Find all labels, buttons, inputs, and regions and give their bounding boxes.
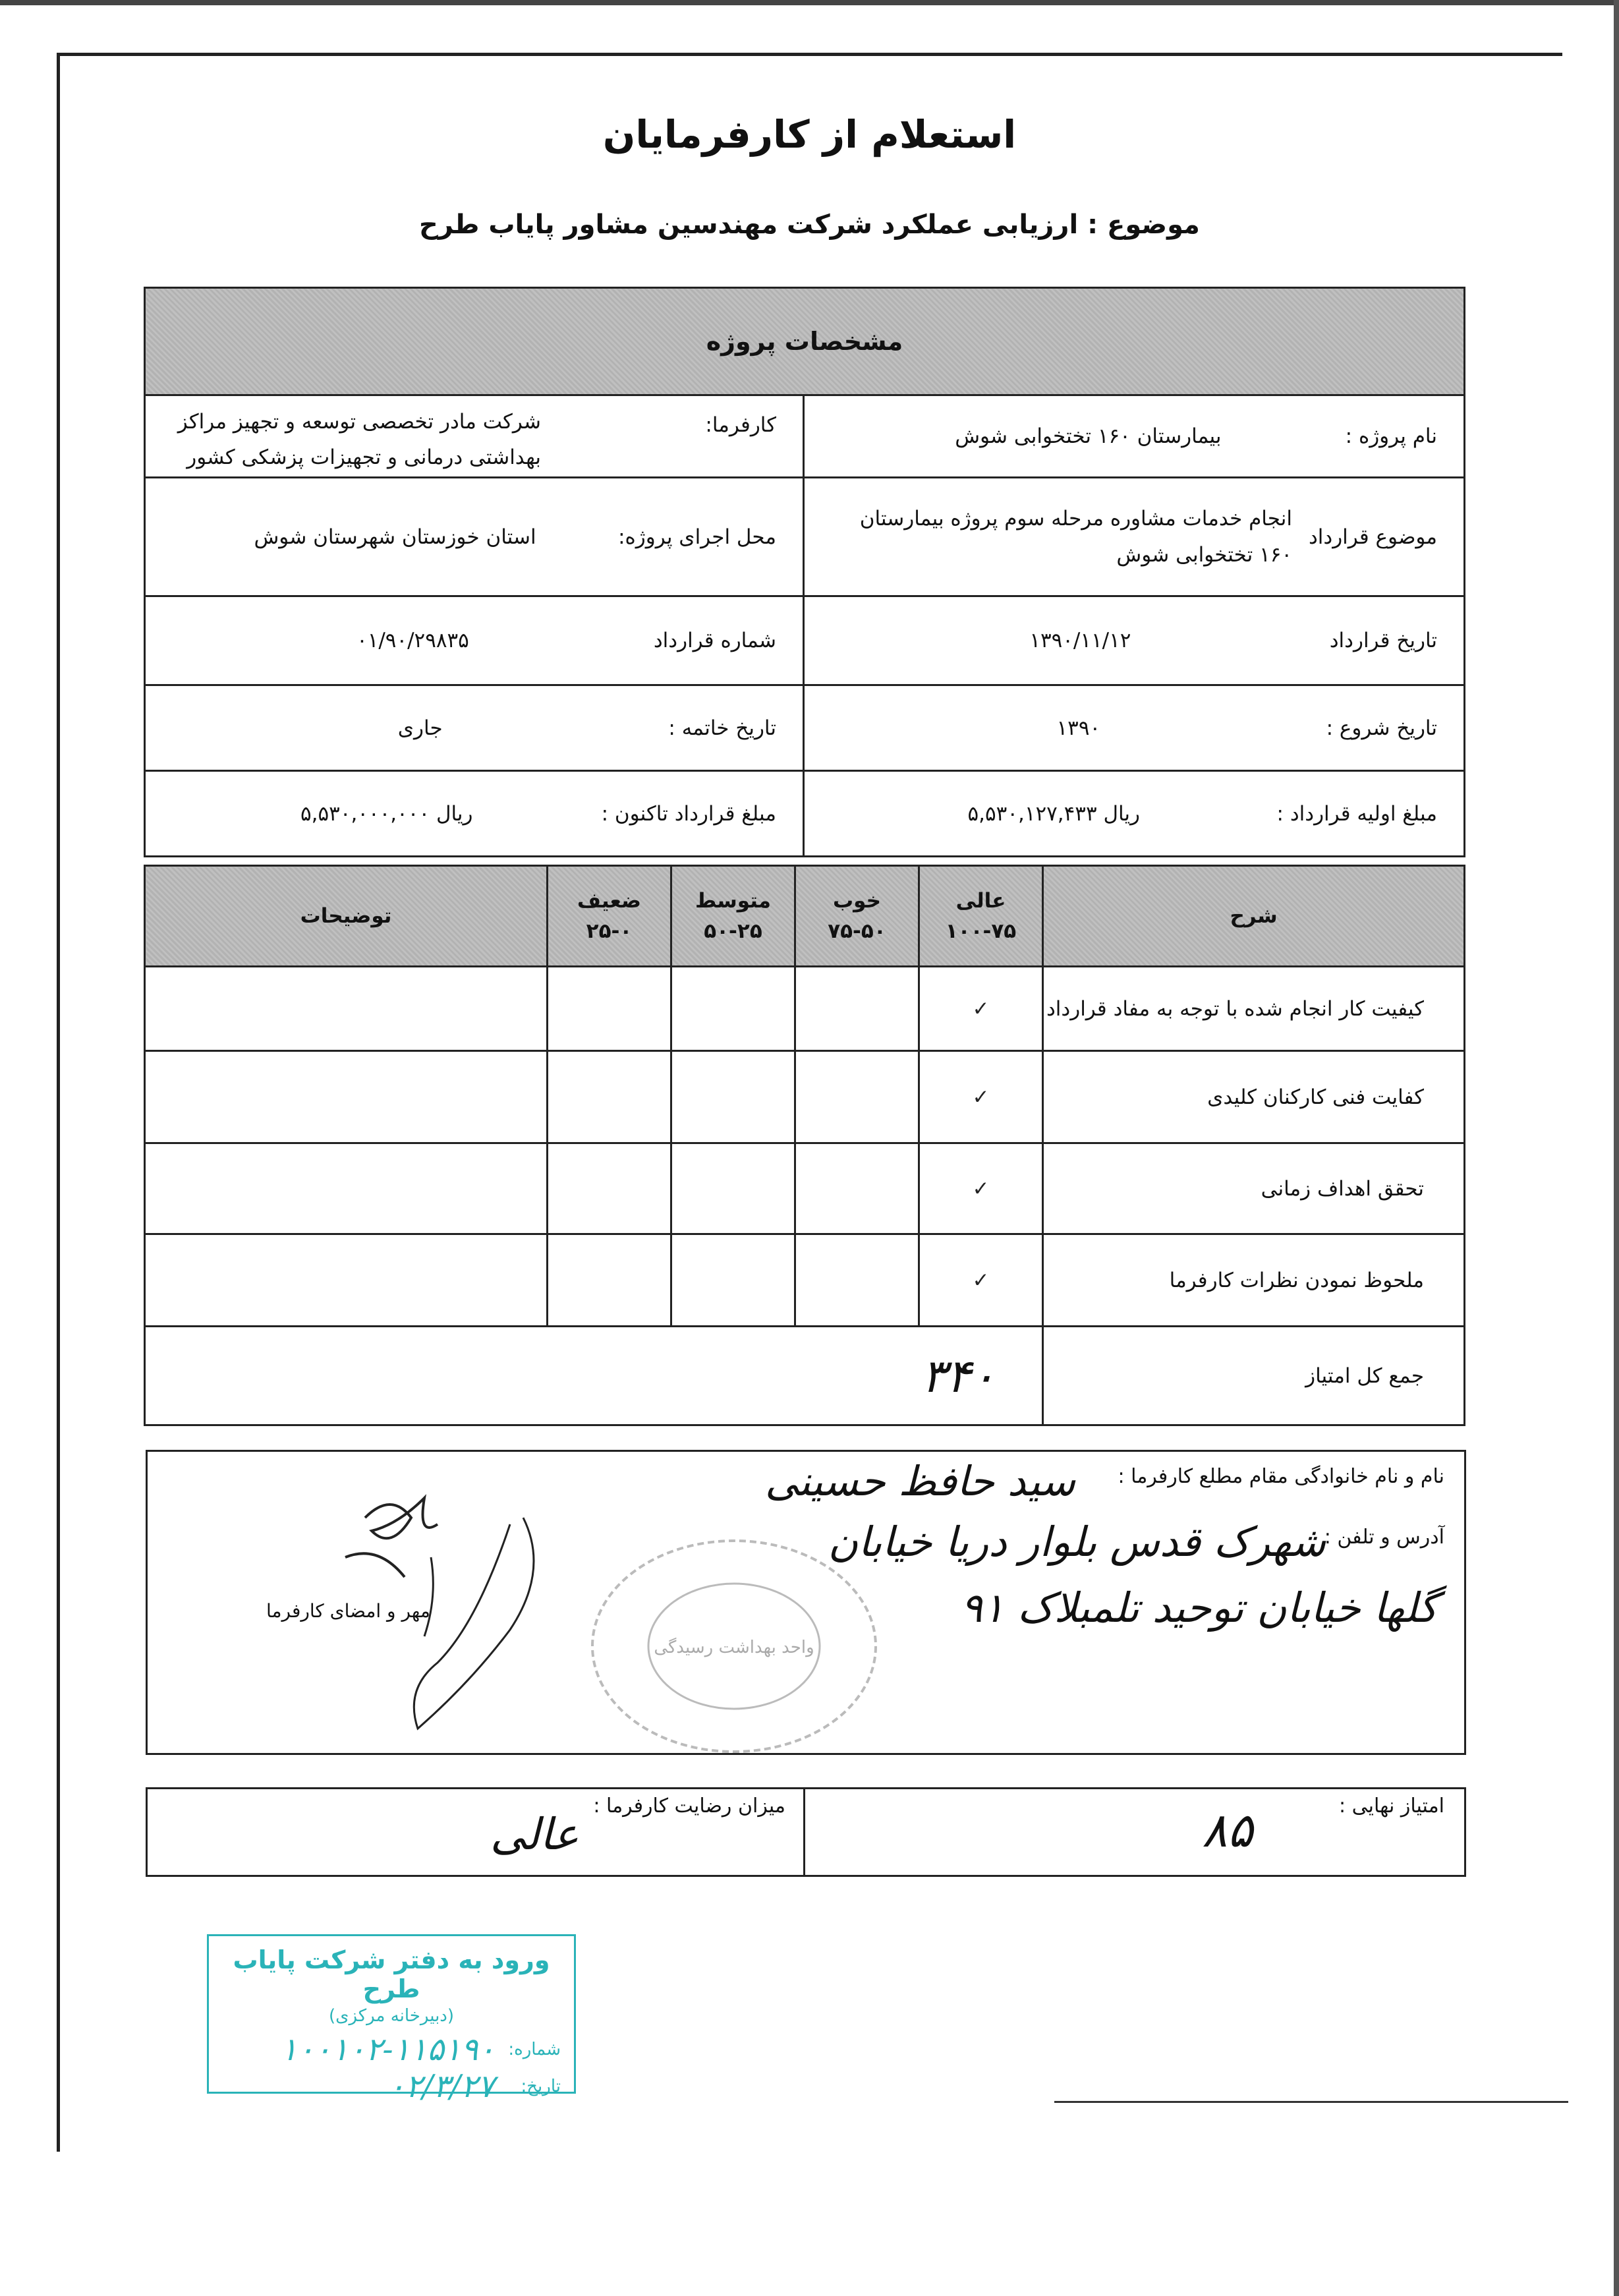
signature-box	[146, 1450, 1466, 1755]
stamp-subtitle: (دبیرخانه مرکزی)	[328, 2006, 455, 2026]
criterion-cell: کیفیت کار انجام شده با توجه به مفاد قرارداد	[1043, 967, 1465, 1051]
subject-line	[0, 210, 1619, 240]
stamp-number-value: ۱۰۰۱۰۲-۱۱۵۱۹۰	[280, 2031, 496, 2068]
empty-cell	[671, 1234, 795, 1327]
project-name-value: بیمارستان ۱۶۰ تختخوابی شوش	[955, 424, 1222, 448]
header-average	[671, 866, 795, 967]
page-title: استعلام از کارفرمایان	[602, 112, 1017, 157]
employer-label: کارفرما:	[705, 413, 777, 437]
header-description: شرح	[1043, 866, 1465, 967]
empty-cell	[548, 1143, 671, 1234]
contract-number-cell	[145, 596, 804, 685]
contract-date-value: ۱۳۹۰/۱۱/۱۲	[1029, 629, 1131, 652]
address-line2: گلها خیابان توحید تلمبلاک ۹۱	[960, 1584, 1438, 1632]
subject-label: موضوع :	[1087, 210, 1200, 240]
table-row	[145, 1234, 1465, 1327]
project-name-cell	[804, 395, 1465, 478]
empty-cell	[548, 967, 671, 1051]
notes-cell	[145, 1051, 548, 1143]
start-date-cell	[804, 685, 1465, 771]
end-date-cell	[145, 685, 804, 771]
project-name-label: نام پروژه :	[1345, 424, 1438, 448]
end-date-value: جاری	[397, 716, 443, 740]
final-box	[146, 1787, 1466, 1877]
check-mark-icon: ✓	[919, 1143, 1043, 1234]
project-specs-header: مشخصات پروژه	[145, 288, 1465, 395]
location-value: استان خوزستان شهرستان شوش	[254, 525, 536, 549]
current-amount-cell	[145, 771, 804, 857]
header-weak-range: ۲۵-۰	[586, 919, 633, 943]
contract-date-cell	[804, 596, 1465, 685]
empty-cell	[795, 967, 919, 1051]
stamp-number-label: شماره:	[508, 2040, 561, 2059]
official-name: سید حافظ حسینی	[764, 1457, 1075, 1505]
table-row	[145, 967, 1465, 1051]
bottom-rule	[1054, 2101, 1568, 2103]
header-excellent-label: عالی	[955, 888, 1006, 913]
header-weak-label: ضعیف	[577, 888, 642, 913]
start-date-label: تاریخ شروع :	[1326, 716, 1438, 740]
header-excellent	[919, 866, 1043, 967]
employer-cell	[145, 395, 804, 478]
current-amount-value: ریال ۵,۵۳۰,۰۰۰,۰۰۰	[300, 801, 473, 826]
header-average-label: متوسط	[695, 888, 771, 913]
initial-amount-label: مبلغ اولیه قرارداد :	[1276, 801, 1438, 826]
contract-date-label: تاریخ قرارداد	[1329, 629, 1438, 652]
table-row	[145, 1143, 1465, 1234]
empty-cell	[548, 1051, 671, 1143]
signature-scribble	[326, 1478, 563, 1742]
contract-subject-cell	[804, 478, 1465, 596]
total-label: جمع کل امتیاز	[1043, 1327, 1465, 1425]
subject-text: ارزیابی عملکرد شرکت مهندسین مشاور پایاب طرح	[419, 210, 1079, 240]
reception-stamp	[207, 1934, 576, 2105]
empty-cell	[671, 1143, 795, 1234]
stamp-title: ورود به دفتر شرکت پایاب طرح	[233, 1945, 550, 2003]
total-cell	[145, 1327, 1043, 1425]
total-value: ۳۴۰	[921, 1348, 996, 1403]
scan-edge-right	[1614, 0, 1619, 2296]
notes-cell	[145, 967, 548, 1051]
start-date-value: ۱۳۹۰	[1056, 716, 1101, 740]
contract-subject-value: انجام خدمات مشاوره مرحله سوم پروژه بیمارستان ۱۶۰ تختخوابی شوش	[859, 507, 1293, 567]
empty-cell	[671, 1051, 795, 1143]
check-mark-icon: ✓	[919, 1051, 1043, 1143]
empty-cell	[795, 1143, 919, 1234]
scan-edge-top	[0, 0, 1619, 5]
initial-amount-cell	[804, 771, 1465, 857]
satisfaction-value: عالی	[490, 1809, 579, 1860]
official-label: نام و نام خانوادگی مقام مطلع کارفرما :	[1118, 1465, 1444, 1488]
notes-cell	[145, 1143, 548, 1234]
contract-number-value: ۰۱/۹۰/۲۹۸۳۵	[356, 629, 469, 652]
contract-number-label: شماره قرارداد	[653, 629, 777, 652]
initial-amount-value: ریال ۵,۵۳۰,۱۲۷,۴۳۳	[967, 801, 1141, 826]
stamp-date-value: ۰۲/۳/۲۷	[388, 2068, 495, 2105]
header-weak	[548, 866, 671, 967]
total-row	[145, 1327, 1465, 1425]
criterion-cell: تحقق اهداف زمانی	[1043, 1143, 1465, 1234]
address-line1: شهرک قدس بلوار دریا خیابان	[828, 1518, 1326, 1566]
address-label: آدرس و تلفن :	[1324, 1526, 1444, 1549]
criterion-cell: ملحوظ نمودن نظرات کارفرما	[1043, 1234, 1465, 1327]
project-specs-table	[144, 287, 1465, 857]
header-average-range: ۵۰-۲۵	[704, 919, 762, 943]
score-value: ۸۵	[1202, 1802, 1253, 1858]
stamp-date-label: تاریخ:	[521, 2077, 561, 2096]
evaluation-table	[144, 865, 1465, 1426]
empty-cell	[671, 967, 795, 1051]
contract-subject-label: موضوع قرارداد	[1308, 525, 1438, 549]
location-cell	[145, 478, 804, 596]
header-good-range: ۷۵-۵۰	[828, 919, 886, 943]
check-mark-icon: ✓	[919, 967, 1043, 1051]
table-row	[145, 1051, 1465, 1143]
seal-label: مهر و امضای کارفرما	[266, 1600, 430, 1622]
check-mark-icon: ✓	[919, 1234, 1043, 1327]
score-label: امتیاز نهایی :	[1339, 1794, 1444, 1818]
seal-text: واحد بهداشت رسیدگی	[654, 1638, 814, 1657]
empty-cell	[548, 1234, 671, 1327]
criterion-cell: کفایت فنی کارکنان کلیدی	[1043, 1051, 1465, 1143]
notes-cell	[145, 1234, 548, 1327]
final-divider	[803, 1789, 805, 1875]
employer-value: شرکت مادر تخصصی توسعه و تجهیز مراکز بهداشتی درمانی و تجهیزات پزشکی کشور	[177, 409, 541, 469]
header-notes: توضیحات	[145, 866, 548, 967]
header-excellent-range: ۱۰۰-۷۵	[945, 919, 1017, 943]
location-label: محل اجرای پروژه:	[618, 525, 777, 549]
end-date-label: تاریخ خاتمه :	[668, 716, 777, 740]
header-good-label: خوب	[833, 888, 881, 913]
current-amount-label: مبلغ قرارداد تاکنون :	[601, 801, 777, 826]
header-good	[795, 866, 919, 967]
empty-cell	[795, 1051, 919, 1143]
seal-emblem	[582, 1531, 886, 1755]
empty-cell	[795, 1234, 919, 1327]
satisfaction-label: میزان رضایت کارفرما :	[593, 1794, 785, 1818]
